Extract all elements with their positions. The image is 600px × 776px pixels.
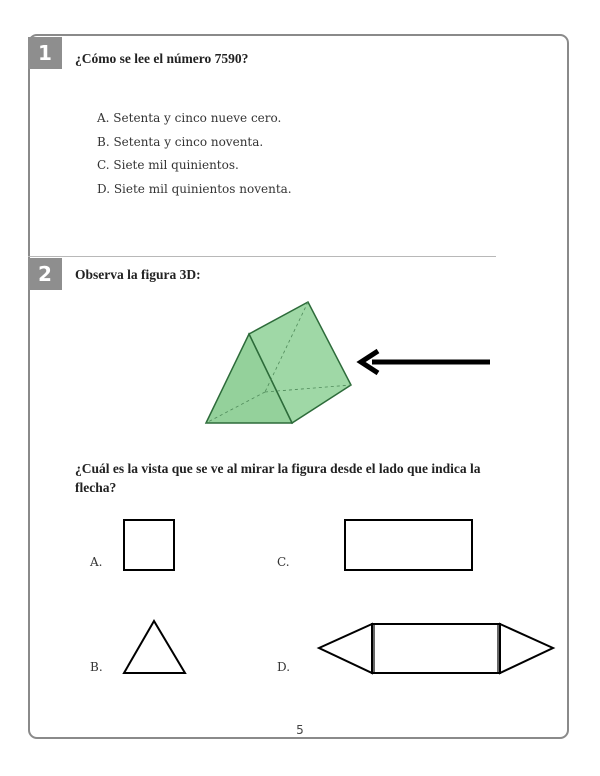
answer-b-label: B. [90,660,103,674]
question-number-2: 2 [28,258,62,290]
q1-option-d: D. Siete mil quinientos noventa. [97,182,292,196]
question-number-1: 1 [28,37,62,69]
answer-a-label: A. [90,555,103,569]
answer-d-label: D. [277,660,291,674]
question-2-text-line2: flecha? [75,480,117,495]
question-2-intro: Observa la figura 3D: [75,267,201,282]
page-number: 5 [296,723,304,737]
q1-option-a: A. Setenta y cinco nueve cero. [97,111,282,125]
question-1-text: ¿Cómo se lee el número 7590? [75,51,249,66]
answer-c-label: C. [277,555,290,569]
q1-option-b: B. Setenta y cinco noventa. [97,135,264,149]
q1-option-c: C. Siete mil quinientos. [97,158,239,172]
question-2-text-line1: ¿Cuál es la vista que se ve al mirar la figura desde el lado que indica la [75,461,481,476]
